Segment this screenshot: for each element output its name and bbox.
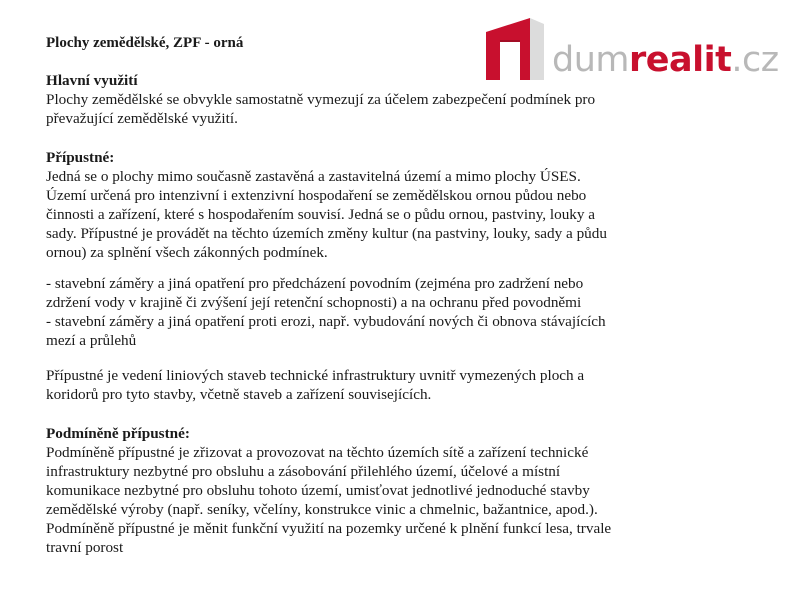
conditional-line: Podmíněně přípustné je zřizovat a provozovat na těchto územích sítě a zařízení technické	[46, 444, 589, 461]
document-body	[46, 34, 706, 557]
permitted-line: činnosti a zařízení, které s hospodařením souvisí. Jedná se o půdu ornou, pastviny, louky a	[46, 206, 596, 223]
infrastructure-line: koridorů pro tyto stavby, včetně staveb a zařízení souvisejících.	[46, 386, 432, 403]
permitted-list-line: - stavební záměry a jiná opatření proti erozi, např. vybudování nových či obnova stávajících	[46, 313, 606, 330]
conditional-line: Podmíněně přípustné je měnit funkční využití na pozemky určené k plnění funkcí lesa, trvale	[46, 520, 612, 537]
infrastructure-line: Přípustné je vedení liniových staveb technické infrastruktury uvnitř vymezených ploch a	[46, 367, 585, 384]
permitted-line: Jedná se o plochy mimo současně zastavěná a zastavitelná území a mimo plochy ÚSES.	[46, 168, 581, 185]
logo-text-realit: realit	[629, 40, 732, 80]
main-use-line: převažující zemědělské využití.	[46, 110, 238, 127]
permitted-line: sady. Přípustné je provádět na těchto územích změny kultur (na pastviny, louky, sady a půdu	[46, 225, 607, 242]
permitted-list-line: mezí a průlehů	[46, 332, 137, 349]
conditional-line: infrastruktury nezbytné pro obsluhu a zásobování přilehlého území, účelové a místní	[46, 463, 561, 480]
permitted-list-line: zdržení vody v krajině či zvýšení její retenční schopnosti) a na ochranu před povodněmi	[46, 294, 582, 311]
conditional-line: komunikace nezbytné pro obsluhu tohoto území, umisťovat jednotlivé jednoduché stavby	[46, 482, 590, 499]
conditional-line: travní porost	[46, 539, 124, 556]
logo-text-dum: dum	[552, 40, 629, 80]
document-title: Plochy zemědělské, ZPF - orná	[46, 35, 244, 51]
conditional-heading: Podmíněně přípustné:	[46, 425, 190, 442]
permitted-line: Území určená pro intenzivní i extenzivní hospodaření se zemědělskou ornou půdou nebo	[46, 187, 587, 204]
main-use-line: Plochy zemědělské se obvykle samostatně vymezují za účelem zabezpečení podmínek pro	[46, 91, 596, 108]
logo-text-cz: .cz	[731, 40, 779, 80]
permitted-line: ornou) za splnění všech zákonných podmínek.	[46, 244, 328, 261]
permitted-heading: Přípustné:	[46, 149, 115, 166]
permitted-list-line: - stavební záměry a jiná opatření pro předcházení povodním (zejména pro zadržení nebo	[46, 275, 584, 292]
main-use-heading: Hlavní využití	[46, 72, 138, 89]
conditional-line: zemědělské výroby (např. seníky, včelíny, konstrukce vinic a chmelnic, bažantnice, apod.).	[46, 501, 598, 518]
